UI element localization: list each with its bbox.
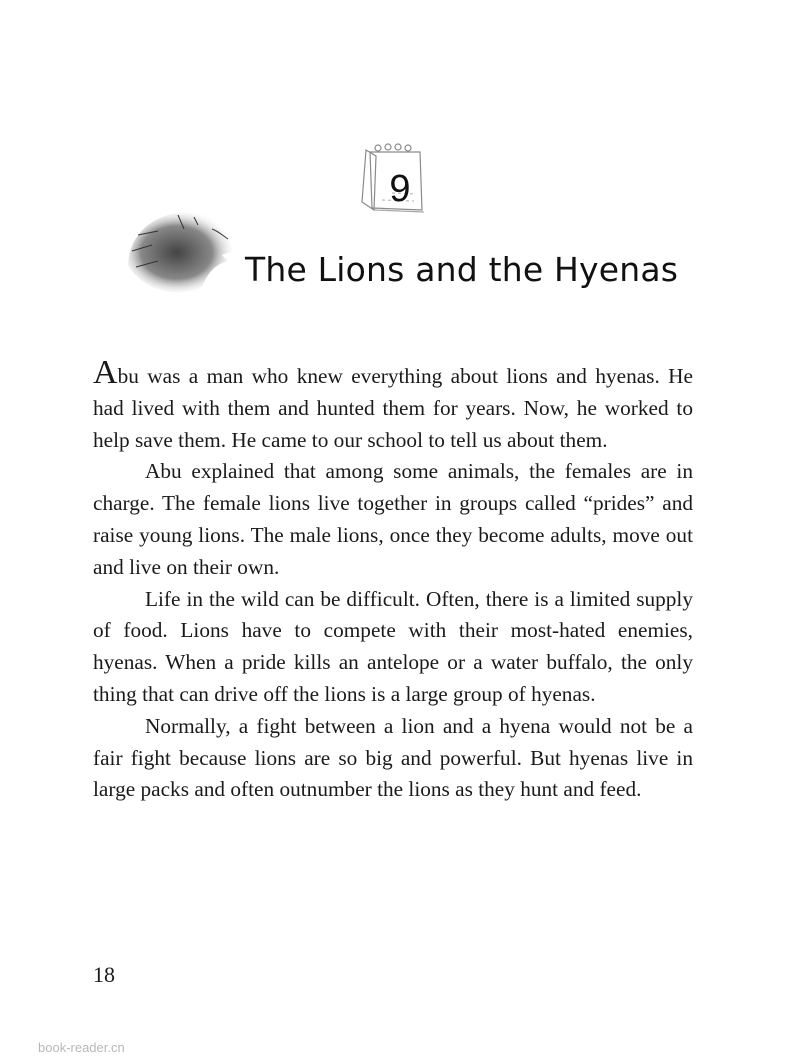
drop-cap: A	[93, 354, 118, 391]
chapter-title: The Lions and the Hyenas	[245, 250, 679, 289]
chapter-body	[93, 356, 693, 806]
chapter-number: 9	[389, 168, 411, 210]
lion-head-icon	[118, 195, 248, 305]
paragraph-3: Life in the wild can be difficult. Often, there is a limited supply of food. Lions have to compete with their most-hated enemies, hyenas. When a pride kills an antelope or a water buffalo, the only thing that can drive off the lions is a large group of hyenas.	[93, 586, 693, 706]
watermark: book-reader.cn	[38, 1040, 125, 1055]
paragraph-2: Abu explained that among some animals, the females are in charge. The female lions live together in groups called “prides” and raise young lions. The male lions, once they become adults, move out and live on their own.	[93, 459, 693, 579]
page-number: 18	[93, 962, 115, 987]
paragraph-4: Normally, a fight between a lion and a hyena would not be a fair fight because lions are so big and powerful. But hyenas live in large packs and often outnumber the lions as they hunt and feed.	[93, 713, 693, 802]
paragraph-1: Abu was a man who knew everything about lions and hyenas. He had lived with them and hunted them for years. Now, he worked to help save them. He came to our school to tell us about them.	[93, 354, 693, 452]
